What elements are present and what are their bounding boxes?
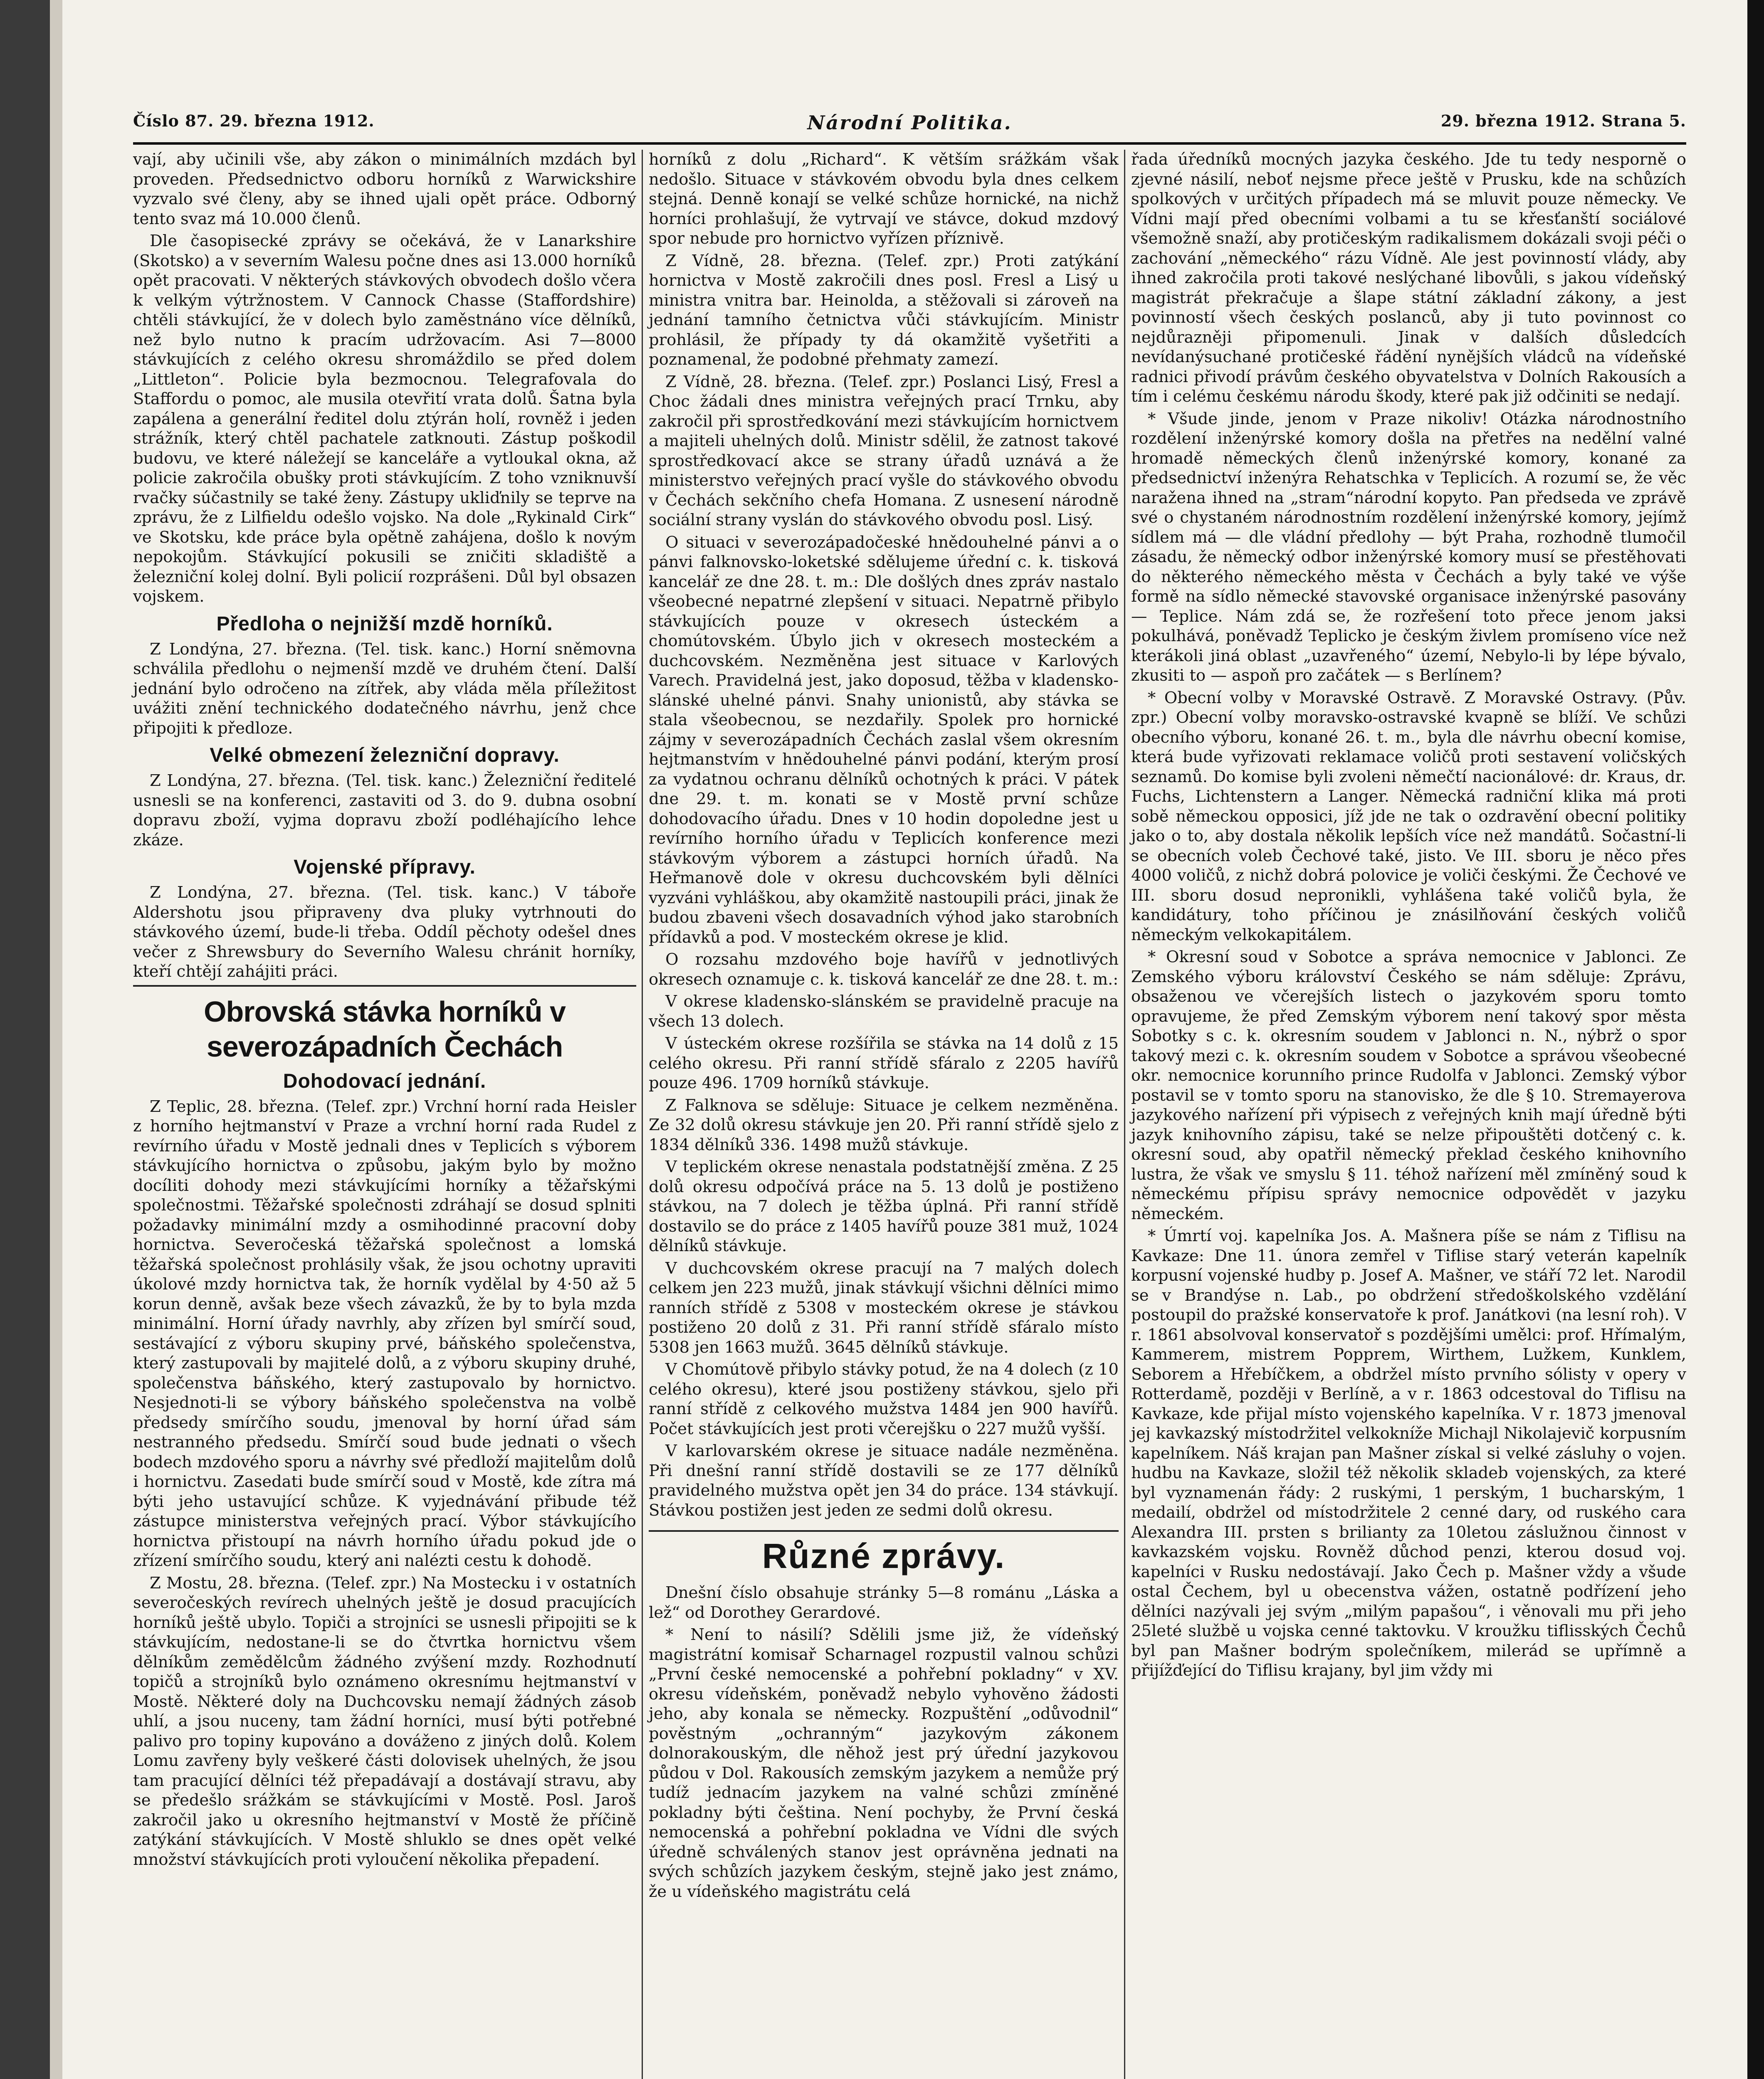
section-heading: Předloha o nejnižší mzdě horníků. [216,612,553,635]
scan-left-margin [50,0,62,2079]
column-3 [1131,150,1686,2079]
headline: Obrovská stávka horníků v severozápadních Čechách [204,995,566,1063]
section-heading: Dohodovací jednání. [283,1070,487,1092]
section-heading: Velké obmezení železniční dopravy. [210,744,560,766]
article-paragraph: * Není to násilí? Sdělili jsme již, že vídeňský magistrátní komisař Scharnagel rozpustil valnou schůzi „První české nemocenské a pohřební pokladny“ v XV. okresu vídeňském, poněvadž nebylo vyhověno žádosti jeho, aby konala se německy. Rozpuštění „odůvodnil“ pověstným „ochranným“ jazykovým zákonem dolnorakouským, dle něhož jest prý úřední jazykovou půdou v Dol. Rakousích zemským jazykem a nemůže prý tudíž jednacím jazykem na valné schůzi zmíněné pokladny býti čeština. Není pochyby, že První česká nemocenská a pohřební pokladna ve Vídni dle svých úředně schválených stanov jest oprávněna jednati na svých schůzích jazykem českým, stejně jako jest známo, že u vídeňského magistrátu celá [649,1625,1119,1901]
issue-number: Číslo 87. 29. března 1912. [133,111,375,130]
article-paragraph: horníků z dolu „Richard“. K větším srážkám však nedošlo. Situace v stávkovém obvodu byla dnes celkem stejná. Denně konají se velké schůze hornické, na nichž horníci prohlašují, že vytrvají ve stávce, dokud mzdový spor nebude pro hornictvo vyřízen příznivě. [649,150,1119,248]
article-paragraph: * Obecní volby v Moravské Ostravě. Z Moravské Ostravy. (Pův. zpr.) Obecní volby moravsko-ostravské kvapně se blíží. Ve schůzi obecního výboru, konané 26. t. m., byla dle návrhu obecní komise, která bude vyřizovati reklamace voličů proti sestavení voličských seznamů. Do komise byli zvoleni němečtí nacionálové: dr. Kraus, dr. Fuchs, Lichtenstern a Langer. Německá radniční klika má proti sobě německou opposici, jíž jde ne tak o ozdravění obecní politiky jako o to, aby dostala několik lepších více než mandátů. Sočastní-li se obecních voleb Čechové také, jisto. Ve III. sboru je něco přes 4000 voličů, z nichž dobrá polovice je voliči českými. Že Čechové ve III. sboru dosud nepronikli, vyhlášena také voličů byla, že kandidátury, toho příčinou je znásilňování českých voličů německým velkokapitálem. [1131,688,1686,944]
page-number: 29. března 1912. Strana 5. [1440,111,1686,130]
article-paragraph: O situaci v severozápadočeské hnědouhelné pánvi a o pánvi falknovsko-loketské sdělujeme úřední c. k. tisková kancelář ze dne 28. t. m.: Dle došlých dnes zpráv nastalo všeobecné nepatrné zlepšení v situaci. Nepatrně přibylo stávkujících pouze v okresech ústeckém a chomútovském. Úbylo jich v okresech mosteckém a duchcovském. Nezměněna jest situace v Karlových Varech. Pravidelná jest, jako doposud, těžba v kladensko-slánské uhelné pánvi. Snahy unionistů, aby stávka se stala všeobecnou, se nezdařily. Spolek pro hornické zájmy v severozápadních Čechách zaslal všem okresním hejtmanstvím v hnědouhelné pánvi podání, kterým prosí za vydatnou ochranu dělníků ochotných k práci. V pátek dne 29. t. m. konati se v Mostě první schůze dohodovacího úřadu. Dnes v 10 hodin dopoledne jest u revírního horního úřadu v Teplicích konference mezi stávkovým výborem a zástupci horních úřadů. Na Heřmanově dole v okresu duchcovském byli dělníci vyzváni vyhláškou, aby okamžitě nastoupili práci, jinak že budou zbaveni všech dosavadních výhod jako starobních přídavků a pod. V mosteckém okrese je klid. [649,533,1119,947]
masthead-rule [133,142,1686,145]
scan-left-edge [0,0,50,2079]
article-paragraph: * Všude jinde, jenom v Praze nikoliv! Otázka národnostního rozdělení inženýrské komory došla na přetřes na nedělní valné hromadě německých členů inženýrské komory, konané za předsednictví inženýra Rehatschka v Teplicích. A rozumí se, že věc naražena ihned na „stram“národní kopyto. Pan předseda ve zprávě své o chystaném národnostním rozdělení inženýrské komory, jejímž sídlem má — dle vládní předlohy — být Praha, rozhodně tlumočil zásadu, že německý odbor inženýrské komory musí se přestěhovati do některého německého města v Čechách a byly také ve výše formě na sídlo německé stavovské organisace inženýrské pasovány — Teplice. Nám zdá se, že rozřešení toto přece jenom jaksi pokulhává, poněvadž Teplicko je českým živlem promíseno více než kterákoli jiná oblast „uzavřeného“ území, Nebylo-li by lépe bývalo, zkusiti to — aspoň pro začátek — s Berlínem? [1131,409,1686,685]
article-paragraph: * Okresní soud v Sobotce a správa nemocnice v Jablonci. Ze Zemského výboru království Českého se nám sděluje: Zprávu, obsaženou ve včerejších listech o jazykovém sporu tomto opravujeme, že před Zemským výborem není takový spor města Sobotky s c. k. okresním soudem v Jablonci n. N., nýbrž o spor takový mezi c. k. okresním soudem v Sobotce a správou všeobecné okr. nemocnice korunního prince Rudolfa v Jablonci. Zemský výbor postavil se v tomto sporu na stanovisko, že dle § 10. Stremayerova jazykového nařízení při výpisech z veřejných knih mají úředně býti jazyk knihovního zápisu, také se nelze připouštěti dotčený c. k. okresní soud, aby opatřil německý překlad českého knihovního lustra, že však ve smyslu § 11. téhož nařízení měl zmíněný soud k německému přípisu správy nemocnice odpovědět v jazyku německém. [1131,948,1686,1223]
article-paragraph: O rozsahu mzdového boje havířů v jednotlivých okresech oznamuje c. k. tisková kancelář ze dne 28. t. m.: [649,950,1119,989]
section-heading: Vojenské přípravy. [294,856,476,878]
article-paragraph: V Chomútově přibylo stávky potud, že na 4 dolech (z 10 celého okresu), které jsou postiženy stávkou, sjelo při ranní střídě z celkového mužstva 1484 jen 900 havířů. Počet stávkujících jest proti včerejšku o 227 mužů vyšší. [649,1360,1119,1438]
article-paragraph: * Úmrtí voj. kapelníka Jos. A. Mašnera píše se nám z Tiflisu na Kavkaze: Dne 11. února zemřel v Tiflise starý veterán kapelník korpusní vojenské hudby p. Josef A. Mašner, ve stáří 72 let. Narodil se v Brandýse n. Lab., po obdržení středoškolského vzdělání postoupil do pražské konservatoře k prof. Janátkovi (na lesní roh). V r. 1861 absolvoval konservatoř s pozdějšími umělci: prof. Hřímalým, Kammerem, mistrem Popprem, Wirthem, Lužkem, Kunklem, Seborem a Hřebíčkem, a obdržel místo prvního sólisty v opery v Rotterdamě, později v Berlíně, a v r. 1863 odcestoval do Tiflisu na Kavkaze, kde přijal místo vojenského kapelníka. V r. 1873 jmenoval jej kavkazský místodržitel velkokníže Michajl Nikolajevič korpusním kapelníkem. Náš krajan pan Mašner získal si velké zásluhy o vojen. hudbu na Kavkaze, složil též několik skladeb vojenských, za které byl vyznamenán řády: 2 ruskými, 1 perským, 1 bucharským, 1 medailí, obdržel od místodržitele 2 cenné dary, od ruského cara Alexandra III. prsten s brilianty za 10letou záslužnou činnost v kavkazském vojsku. Rovněž důchod penzi, kterou dosud voj. kapelníci v Rusku nedostávají. Jako Čech p. Mašner vždy a všude ostal Čechem, byl u obecenstva vážen, ostatně podřízení jeho dělníci nazývali jej svým „milým papašou“, i věnovali mu při jeho 25leté službě u vojska cenné taktovku. V kroužku tiflisských Čechů byl pan Mašner bodrým společníkem, milerád se upřímně a přijížďející do Tiflisu krajany, byl jim vždy mi [1131,1227,1686,1680]
article-paragraph: Z Londýna, 27. března. (Tel. tisk. kanc.) Horní sněmovna schválila předlohu o nejmenší mzdě ve druhém čtení. Další jednání bylo odročeno na zítřek, aby vláda měla příležitost uvážiti znění technického dodatečného návrhu, jenž chce připojiti k předloze. [133,640,636,738]
article-paragraph: Dle časopisecké zprávy se očekává, že v Lanarkshire (Skotsko) a v severním Walesu počne dnes asi 13.000 horníků opět pracovati. V některých stávkových obvodech došlo včera k velkým výtržnostem. V Cannock Chasse (Staffordshire) chtěli stávkující, že v dolech bylo zaměstnáno více dělníků, než bylo nutno k pracím udržovacím. Asi 7—8000 stávkujících z celého okresu shromáždilo se před dolem „Littleton“. Policie byla bezmocnou. Telegrafovala do Staffordu o pomoc, ale musila otevřití vrata dolů. Šatna byla zapálena a generální ředitel dolu ztýrán holí, rovněž i jeden strážník, který chtěl pachatele zatknouti. Zástup poškodil budovu, ve které náležejí se kanceláře a vytloukal okna, až policie zakročila obušky proti stávkujícím. Z toho vzniknuvší rvačky súčastnily se také ženy. Zástupy ukliďnily se teprve na zprávu, že z Lilfieldu odešlo vojsko. Na dole „Rykinald Cirk“ ve Skotsku, kde práce byla opětně zahájena, došlo k novým nepokojům. Stávkující pokusili se zničiti skladiště a železniční kolej dolní. Byli policií rozprášeni. Důl byl obsazen vojskem. [133,232,636,606]
article-paragraph: V teplickém okrese nenastala podstatnější změna. Z 25 dolů okresu odpočívá práce na 5. 13 dolů je postiženo stávkou, na 7 dolech je těžba úplná. Při ranní střídě dostavilo se do práce z 1405 havířů pouze 381 muž, 1024 dělníků stávkuje. [649,1158,1119,1255]
article-paragraph: Z Vídně, 28. března. (Telef. zpr.) Poslanci Lisý, Fresl a Choc žádali dnes ministra veřejných prací Trnku, aby zakročil při sprostředkování mezi stávkujícím hornictvem a majiteli uhelných dolů. Ministr sdělil, že zatnost takové sprostředkovací akce se strany úřadů uznává a že ministerstvo veřejných prací vyšle do stávkového obvodu v Čechách sekčního chefa Homana. Z usnesení národně sociální strany vyslán do stávkového obvodu posl. Lisý. [649,372,1119,529]
article-paragraph: řada úředníků mocných jazyka českého. Jde tu tedy nesporně o zjevné násilí, neboť nejsme přece ještě v Prusku, kde na schůzích spolkových v určitých případech má se mluvit pouze německy. Ve Vídni mají před obecními volbami a tu se křesťanští sociálové všemožně snaží, aby protičeským radikalismem dokázali svoji péči o zachování „německého“ rázu Vídně. Ale jest povinností vlády, aby ihned zakročila proti takové neslýchané libovůli, s jakou vídeňský magistrát překračuje a šlape státní základní zákony, a jest povinností všech českých poslanců, aby ji tuto povinnost co nejdůrazněji připomenuli. Jinak v dalších důsledcích nevídanýsuchané protičeské řádění nynějších vládců na vídeňské radnici přivodí právům českého obyvatelstva v Dolních Rakousích a tím i celému českému národu škody, které pak již odčiniti se nedají. [1131,150,1686,406]
article-paragraph: Z Mostu, 28. března. (Telef. zpr.) Na Mostecku i v ostatních severočeských revírech uhelných ještě je dosud pracujících horníků ještě ubylo. Topiči a strojníci se usnesli připojiti se k stávkujícím, nedostane-li se do čtvrtka hornictvu všem dělníkům zemědělcům žádného zvýšení mzdy. Rozhodnutí topičů a strojníků bylo oznámeno okresnímu hejtmanství v Mostě. Některé doly na Duchcovsku nemají žádných zásob uhlí, a jsou nuceny, tam žádní horníci, musí býti potřebné palivo pro topiny kupováno a dováženo z jiných dolů. Kolem Lomu zavřeny byly veškeré části dolovisek uhelných, že jsou tam pracující dělníci též přepadávají a dostávají stravu, aby se předešlo srážkám se stávkujícími v Mostě. Posl. Jaroš zakročil jako u okresního hejtmanství v Mostě že příčině zatýkání stávkujících. V Mostě shluklo se dnes opět velké množství stávkujících proti vyloučení několika přepadení. [133,1573,636,1869]
article-paragraph: Z Falknova se sděluje: Situace je celkem nezměněna. Ze 32 dolů okresu stávkuje jen 20. Při ranní střídě sjelo z 1834 dělníků 336. 1498 mužů stávkuje. [649,1096,1119,1154]
article-paragraph: V karlovarském okrese je situace nadále nezměněna. Při dnešní ranní střídě dostavili se ze 177 dělníků pravidelného mužstva opět jen 34 do práce. 134 stávkují. Stávkou postižen jest jeden ze sedmi dolů okresu. [649,1442,1119,1520]
article-paragraph: Z Teplic, 28. března. (Telef. zpr.) Vrchní horní rada Heisler z horního hejtmanství v Praze a vrchní horní rada Rudel z revírního úřadu v Mostě jednali dnes v Teplicích s výborem stávkujícího hornictva o způsobu, jakým bylo by možno docíliti dohody mezi stávkujícími horníky a těžařskými společnostmi. Těžařské společnosti zdráhají se dosud splniti požadavky minimální mzdy a osmihodinné pracovní doby hornictva. Severočeská těžařská společnost a lomská těžařská společnost prohlásily však, že jsou ochotny upraviti úkolové mzdy hornictva tak, že horník vydělal by 4·50 až 5 korun denně, avšak beze všech závazků, že by to byla mzda minimální. Horní úřady navrhly, aby zřízen byl smírčí soud, sestávající z výboru skupiny prvé, báňského společenstva, který zastupovali by majitelé dolů, a z výboru skupiny druhé, společenstva báňského, který zastupovalo by hornictvo. Nesjednoti-li se výbory báňského společenstva na volbě předsedy smírčího soudu, jmenoval by horní úřad sám nestranného předsedu. Smírčí soud bude jednati o všech bodech mzdového sporu a návrhy své předloží majitelům dolů i hornictvu. Zasedati bude smírčí soud v Mostě, kde zítra má býti jeho ustavující schůze. K vyjednávání přibude též zástupce ministerstva veřejných prací. Výbor stávkujícího hornictva přistoupí na návrh horního úřadu pokud jde o zřízení smírčího soudu, který ani nalézti cestu k dohodě. [133,1097,636,1570]
scan-right-edge [1747,0,1764,2079]
article-paragraph: Dnešní číslo obsahuje stránky 5—8 románu „Láska a lež“ od Dorothey Gerardové. [649,1583,1119,1622]
column-1 [133,150,636,2079]
article-paragraph: V ústeckém okrese rozšířila se stávka na 14 dolů z 15 celého okresu. Při ranní střídě sfáralo z 2205 havířů pouze 496. 1709 horníků stávkuje. [649,1034,1119,1092]
article-paragraph: Z Londýna, 27. března. (Tel. tisk. kanc.) V táboře Aldershotu jsou připraveny dva pluky vytrhnouti do stávkového území, bude-li třeba. Oddíl pěchoty odešel dnes večer z Shrewsbury do Severního Walesu chránit horníky, kteří chtějí zahájiti práci. [133,883,636,981]
section-divider [133,985,636,987]
section-headline: Různé zprávy. [649,1530,1119,1576]
article-paragraph: V okrese kladensko-slánském se pravidelně pracuje na všech 13 dolech. [649,992,1119,1031]
column-2 [649,150,1119,2079]
masthead [133,111,1686,142]
article-paragraph: Z Vídně, 28. března. (Telef. zpr.) Proti zatýkání hornictva v Mostě zakročili dnes posl. Fresl a Lisý u ministra vnitra bar. Heinolda, a stěžovali si zároveň na jednání tamního četnictva vůči stávkujícím. Ministr prohlásil, že případy ty dá okamžitě vyšetřiti a poznamenal, že podobné přehmaty zamezí. [649,251,1119,369]
article-paragraph: V duchcovském okrese pracují na 7 malých dolech celkem jen 223 mužů, jinak stávkují všichni dělníci mimo ranních střídě z 5308 v mosteckém okrese je stávkou postiženo 20 dolů z 31. Při ranní střídě sfáralo místo 5308 jen 1663 mužů. 3645 dělníků stávkuje. [649,1259,1119,1357]
article-paragraph: vají, aby učinili vše, aby zákon o minimálních mzdách byl proveden. Předsednictvo odboru horníků z Warwickshire vyzvalo své členy, aby se ihned ujali opět práce. Odborný tento svaz má 10.000 členů. [133,150,636,228]
article-paragraph: Z Londýna, 27. března. (Tel. tisk. kanc.) Železniční ředitelé usnesli se na konferenci, zastaviti od 3. do 9. dubna osobní dopravu zboží, vyjma dopravu zboží podléhajícího lehce zkáze. [133,771,636,849]
column-rule [1124,150,1125,2079]
column-rule [642,150,643,2079]
newspaper-title: Národní Politika. [807,111,1012,134]
